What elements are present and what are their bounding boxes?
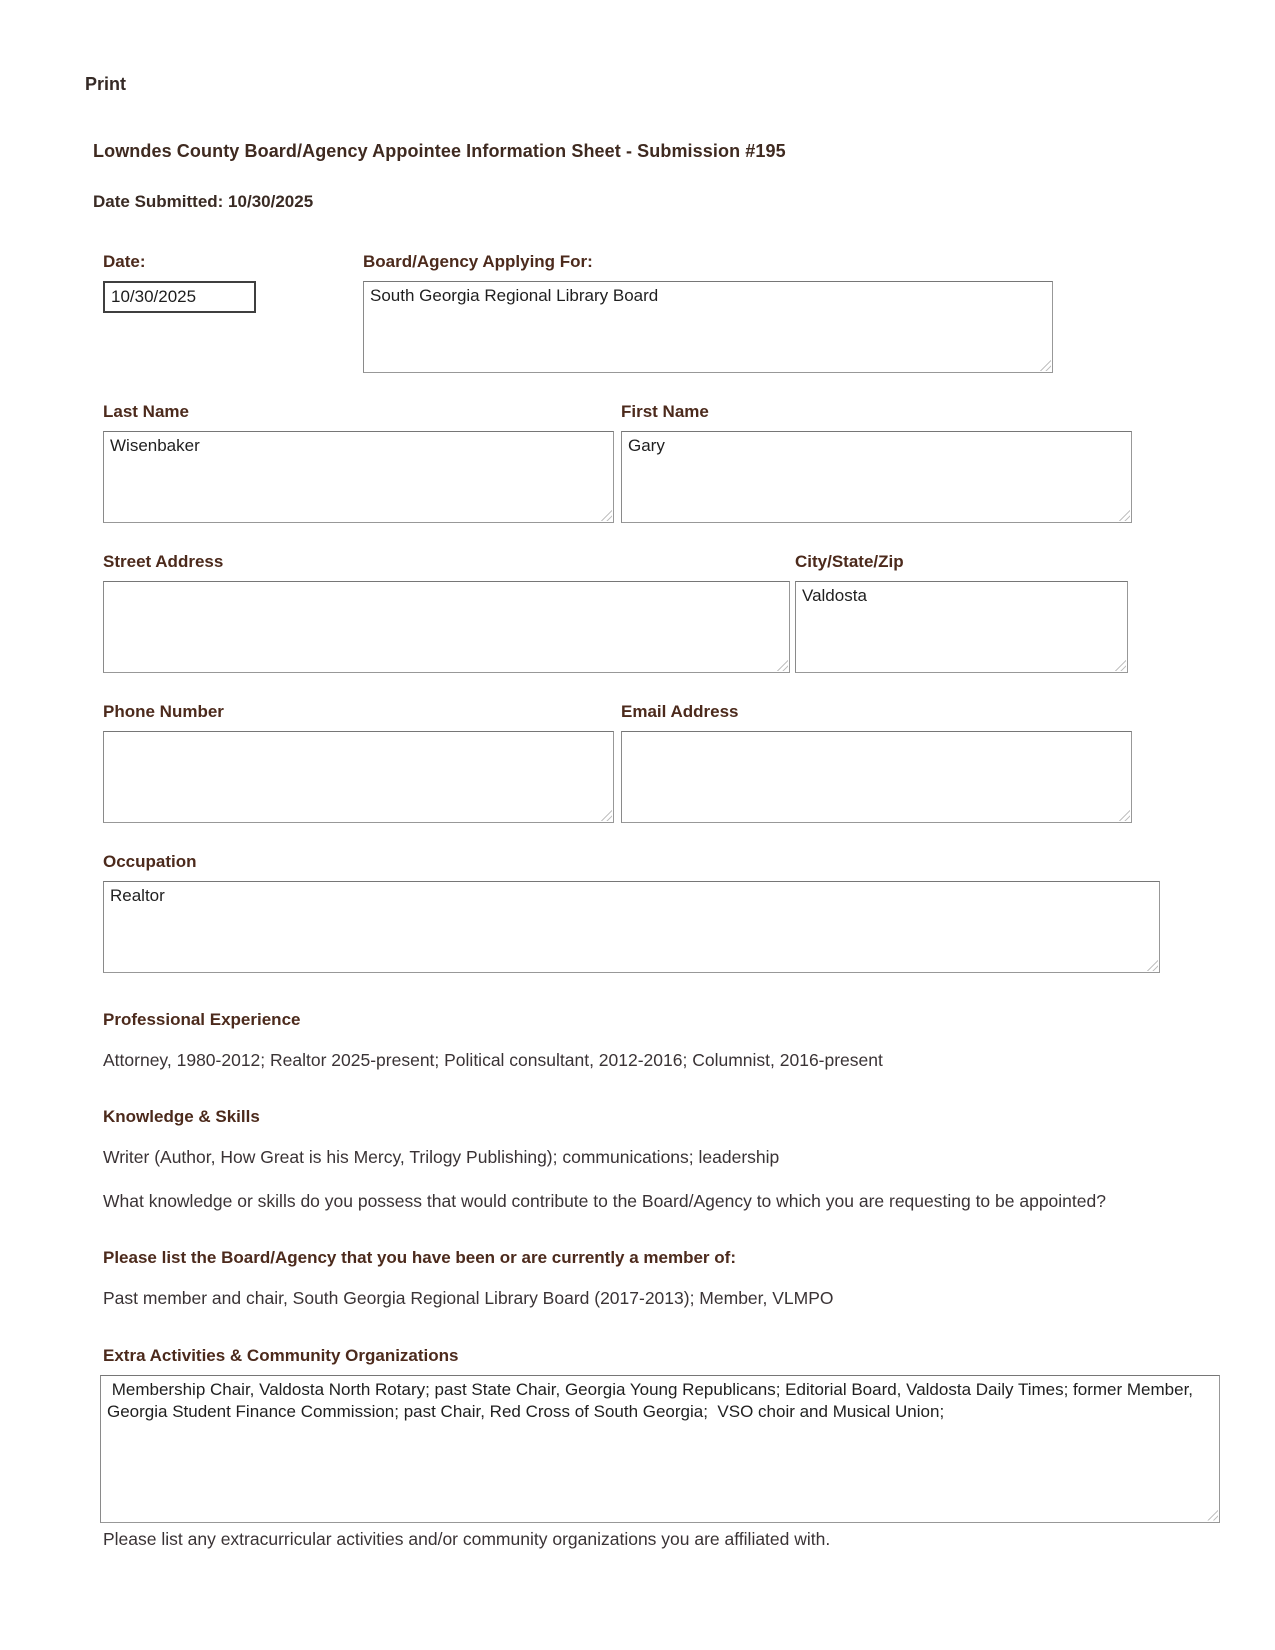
knowledge-skills-question: What knowledge or skills do you possess that would contribute to the Board/Agency to which you are requesting to be appointed? bbox=[103, 1191, 1106, 1212]
knowledge-skills-section bbox=[103, 1107, 1178, 1215]
date-submitted-label: Date Submitted: 10/30/2025 bbox=[93, 192, 314, 211]
date-label: Date: bbox=[103, 252, 146, 271]
professional-experience-heading: Professional Experience bbox=[103, 1010, 301, 1029]
board-membership-text: Past member and chair, South Georgia Regional Library Board (2017-2013); Member, VLMPO bbox=[103, 1288, 834, 1309]
phone-number-field bbox=[103, 731, 614, 823]
email-address-label: Email Address bbox=[621, 702, 739, 721]
professional-experience-text: Attorney, 1980-2012; Realtor 2025-present; Political consultant, 2012-2016; Columnist, 2016-present bbox=[103, 1050, 883, 1070]
first-name-label: First Name bbox=[621, 402, 709, 421]
knowledge-skills-text: Writer (Author, How Great is his Mercy, Trilogy Publishing); communications; leadership bbox=[103, 1147, 780, 1168]
extra-activities-label: Extra Activities & Community Organizations bbox=[103, 1345, 459, 1365]
last-name-field bbox=[103, 431, 614, 523]
board-agency-textarea[interactable] bbox=[363, 281, 1053, 373]
first-name-field bbox=[621, 431, 1132, 523]
city-state-zip-textarea[interactable] bbox=[795, 581, 1128, 673]
occupation-field bbox=[103, 881, 1160, 973]
extra-activities-caption: Please list any extracurricular activities and/or community organizations you are affiliated with. bbox=[103, 1528, 831, 1549]
street-address-field bbox=[103, 581, 790, 673]
extra-activities-field bbox=[100, 1375, 1220, 1523]
board-membership-section bbox=[103, 1248, 1178, 1312]
page-title: Lowndes County Board/Agency Appointee Information Sheet - Submission #195 bbox=[93, 141, 786, 161]
appointee-form bbox=[103, 252, 1223, 973]
board-membership-heading: Please list the Board/Agency that you have been or are currently a member of: bbox=[103, 1248, 736, 1268]
occupation-textarea[interactable] bbox=[103, 881, 1160, 973]
last-name-textarea[interactable] bbox=[103, 431, 614, 523]
professional-experience-section bbox=[103, 1010, 1178, 1074]
phone-number-textarea[interactable] bbox=[103, 731, 614, 823]
email-address-textarea[interactable] bbox=[621, 731, 1132, 823]
extra-activities-textarea[interactable] bbox=[100, 1375, 1220, 1523]
last-name-label: Last Name bbox=[103, 402, 189, 421]
extra-activities-section bbox=[100, 1346, 1220, 1550]
date-input[interactable] bbox=[103, 281, 256, 313]
street-address-textarea[interactable] bbox=[103, 581, 790, 673]
first-name-textarea[interactable] bbox=[621, 431, 1132, 523]
occupation-label: Occupation bbox=[103, 852, 197, 871]
email-address-field bbox=[621, 731, 1132, 823]
print-button[interactable]: Print bbox=[85, 74, 127, 94]
city-state-zip-label: City/State/Zip bbox=[795, 552, 904, 571]
city-state-zip-field bbox=[795, 581, 1128, 673]
board-agency-field bbox=[363, 281, 1053, 373]
board-agency-label: Board/Agency Applying For: bbox=[363, 252, 593, 271]
knowledge-skills-heading: Knowledge & Skills bbox=[103, 1107, 260, 1127]
street-address-label: Street Address bbox=[103, 552, 224, 571]
phone-number-label: Phone Number bbox=[103, 702, 224, 721]
